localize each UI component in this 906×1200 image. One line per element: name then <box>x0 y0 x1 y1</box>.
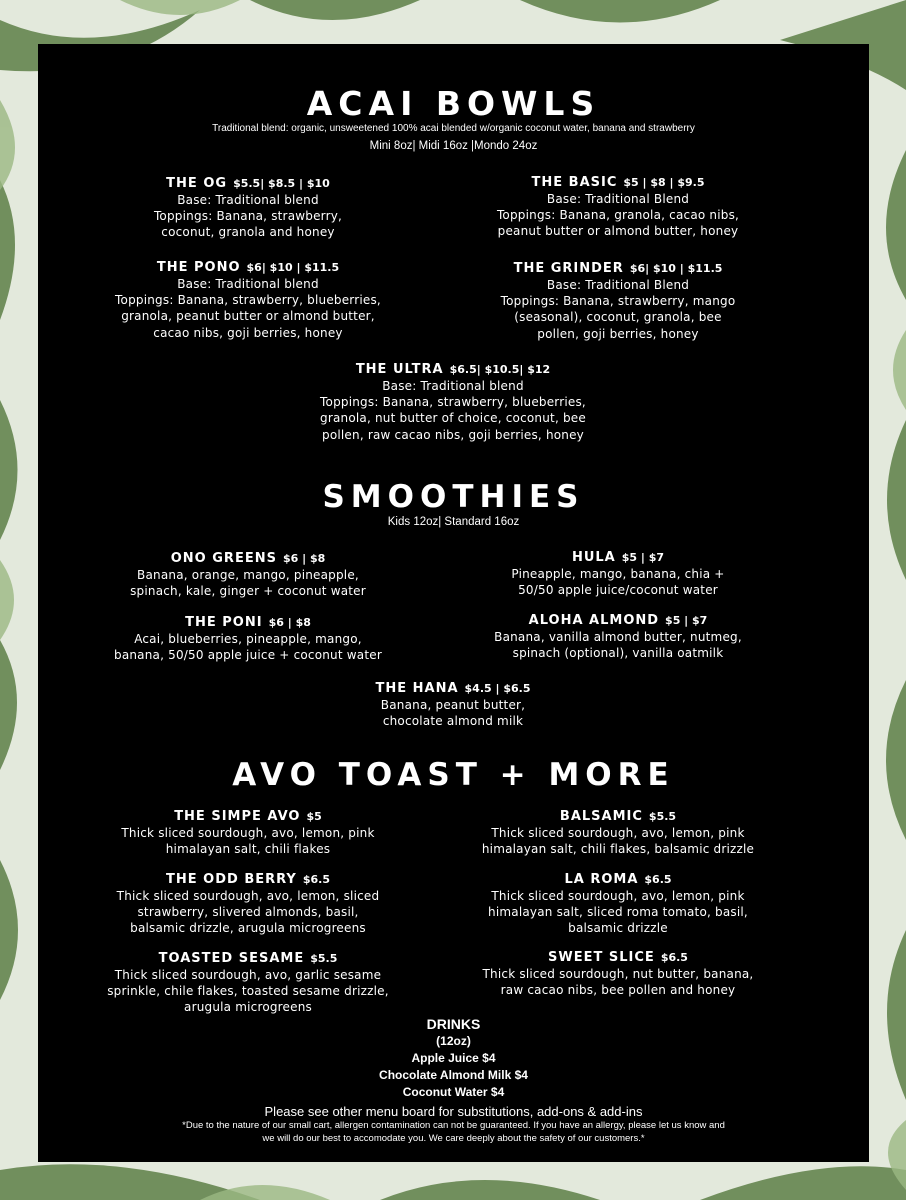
item-name: THE GRINDER <box>513 261 624 276</box>
acai-blend-note: Traditional blend: organic, unsweetened 100% acai blended w/organic coconut water, banana and strawberry <box>212 123 695 134</box>
menu-item-ono-greens <box>98 551 398 599</box>
item-name: ALOHA ALMOND <box>528 613 660 628</box>
footer-substitutions-note: Please see other menu board for substitutions, add-ons & add-ins <box>264 1104 643 1119</box>
item-description: Thick sliced sourdough, nut butter, banana, raw cacao nibs, bee pollen and honey <box>482 967 754 998</box>
menu-item-the-grinder <box>468 261 768 342</box>
item-price: $6 | $8 <box>268 616 311 629</box>
item-price: $5.5 <box>310 952 338 965</box>
menu-item-the-odd-berry <box>93 872 403 937</box>
item-name: ONO GREENS <box>170 551 277 566</box>
item-price: $5 | $7 <box>665 614 708 627</box>
item-description: Banana, orange, mango, pineapple, spinach, kale, ginger + coconut water <box>130 568 366 599</box>
menu-item-the-pono <box>98 260 398 341</box>
item-name: THE PONO <box>156 260 241 275</box>
item-name: LA ROMA <box>564 872 639 887</box>
item-description: Base: Traditional blend Toppings: Banana, strawberry, blueberries, granola, nut butter of choice, coconut, bee pollen, raw cacao nibs, goji berries, honey <box>320 379 586 442</box>
item-name: THE HANA <box>375 681 459 696</box>
drink-item: Chocolate Almond Milk $4 <box>379 1068 528 1082</box>
menu-item-the-hana <box>303 681 603 729</box>
menu-item-la-roma <box>463 872 773 937</box>
item-price: $5.5 <box>648 810 677 823</box>
footer <box>38 1104 869 1145</box>
menu-item-the-og <box>98 176 398 241</box>
smoothies-title: SMOOTHIES <box>322 479 585 515</box>
menu-item-toasted-sesame <box>88 951 408 1016</box>
item-description: Thick sliced sourdough, avo, lemon, pink himalayan salt, chili flakes <box>121 826 375 857</box>
item-description: Thick sliced sourdough, avo, garlic sesame sprinkle, chile flakes, toasted sesame drizzle, arugula microgreens <box>107 968 389 1015</box>
item-name: THE SIMPE AVO <box>174 809 301 824</box>
item-description: Acai, blueberries, pineapple, mango, banana, 50/50 apple juice + coconut water <box>114 632 382 663</box>
drinks-size: (12oz) <box>436 1034 471 1048</box>
item-price: $6| $10 | $11.5 <box>246 261 340 274</box>
item-price: $4.5 | $6.5 <box>464 682 531 695</box>
item-description: Banana, peanut butter, chocolate almond milk <box>380 698 526 729</box>
item-price: $5 | $8 | $9.5 <box>623 176 705 189</box>
item-description: Thick sliced sourdough, avo, lemon, pink himalayan salt, chili flakes, balsamic drizzle <box>481 826 755 857</box>
item-price: $5 <box>306 810 322 823</box>
item-price: $6 | $8 <box>282 552 326 565</box>
menu-item-balsamic <box>458 809 778 857</box>
menu-item-hula <box>468 550 768 598</box>
drinks-section <box>38 1015 869 1101</box>
acai-bowls-title: ACAI BOWLS <box>306 84 601 123</box>
smoothie-sizes: Kids 12oz| Standard 16oz <box>387 516 520 528</box>
item-description: Base: Traditional Blend Toppings: Banana, granola, cacao nibs, peanut butter or almond butter, honey <box>496 192 740 239</box>
item-name: BALSAMIC <box>559 809 643 824</box>
menu-item-aloha-almond <box>468 613 768 661</box>
item-description: Thick sliced sourdough, avo, lemon, sliced strawberry, slivered almonds, basil, balsamic drizzle, arugula microgreens <box>116 889 380 936</box>
item-price: $6| $10 | $11.5 <box>629 262 723 275</box>
menu-item-the-simpe-avo <box>93 809 403 857</box>
menu-item-the-ultra <box>278 362 628 443</box>
item-description: Base: Traditional blend Toppings: Banana, strawberry, coconut, granola and honey <box>153 193 343 240</box>
item-name: TOASTED SESAME <box>158 951 305 966</box>
item-price: $5.5| $8.5 | $10 <box>233 177 330 190</box>
item-description: Thick sliced sourdough, avo, lemon, pink himalayan salt, sliced roma tomato, basil, balsamic drizzle <box>488 889 748 936</box>
menu-item-the-basic <box>468 175 768 240</box>
item-name: THE BASIC <box>531 175 618 190</box>
drink-item: Apple Juice $4 <box>411 1051 496 1065</box>
item-price: $5 | $7 <box>621 551 665 564</box>
item-name: HULA <box>571 550 616 565</box>
item-description: Pineapple, mango, banana, chia + 50/50 apple juice/coconut water <box>511 567 725 598</box>
acai-sizes: Mini 8oz| Midi 16oz |Mondo 24oz <box>369 140 538 152</box>
menu-board <box>38 44 869 1162</box>
item-price: $6.5 <box>644 873 672 886</box>
avo-toast-title: AVO TOAST + MORE <box>232 757 675 793</box>
item-description: Base: Traditional blend Toppings: Banana, strawberry, blueberries, granola, peanut butter or almond butter, cacao nibs, goji berries, honey <box>115 277 381 340</box>
item-name: THE ODD BERRY <box>166 872 297 887</box>
menu-item-sweet-slice <box>463 950 773 998</box>
item-price: $6.5 <box>660 951 688 964</box>
item-name: THE ULTRA <box>355 362 444 377</box>
item-price: $6.5 <box>302 873 330 886</box>
footer-allergen-note: *Due to the nature of our small cart, allergen contamination can not be guaranteed. If you have an allergy, please let us know and we will do our best to accomodate you. We care deeply about the safety of our customers.* <box>182 1120 725 1144</box>
drink-item: Coconut Water $4 <box>402 1085 505 1099</box>
item-price: $6.5| $10.5| $12 <box>449 363 551 376</box>
drinks-title: DRINKS <box>426 1016 481 1032</box>
item-name: THE PONI <box>185 615 263 630</box>
item-description: Base: Traditional Blend Toppings: Banana, strawberry, mango (seasonal), coconut, granola, bee pollen, goji berries, honey <box>500 278 736 341</box>
menu-item-the-poni <box>88 615 408 663</box>
item-name: SWEET SLICE <box>548 950 655 965</box>
item-name: THE OG <box>166 176 228 191</box>
item-description: Banana, vanilla almond butter, nutmeg, spinach (optional), vanilla oatmilk <box>494 630 742 661</box>
